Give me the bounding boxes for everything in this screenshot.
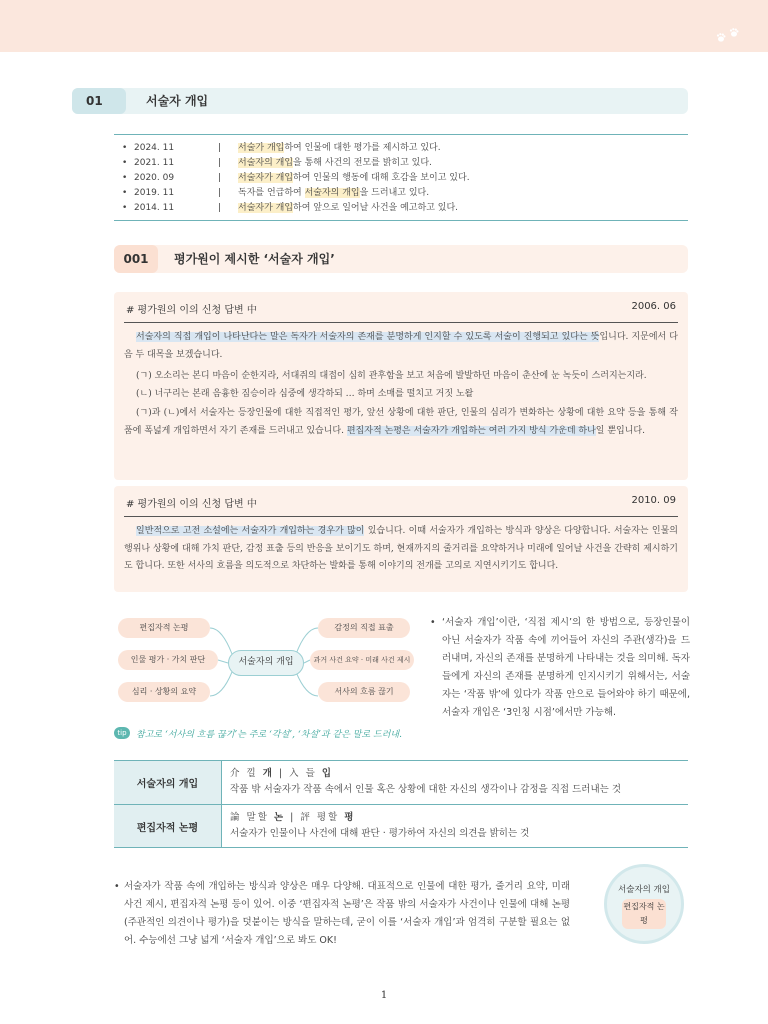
- answer-box-2006: [114, 292, 688, 480]
- history-rest: 하여 인물에 대한 평가를 제시하고 있다.: [284, 143, 441, 153]
- history-row: [122, 186, 688, 201]
- mindmap-node: 심리 · 상황의 요약: [118, 682, 210, 702]
- definition-term: 편집자적 논평: [114, 805, 222, 847]
- history-text: [238, 201, 458, 216]
- history-row: [122, 201, 688, 216]
- mindmap-node: 과거 사건 요약 · 미래 사건 제시: [310, 650, 414, 670]
- paragraph: [124, 405, 678, 440]
- section-number: 01: [72, 88, 126, 114]
- history-row: [122, 141, 688, 156]
- paragraph-rest: 있습니다. 이때 서술자가 개입하는 방식과 양상은 다양합니다. 서술자는 인물의 행위나 상황에 대해 가치 판단, 감정 표출 등의 반응을 보이기도 하며, 현재까지의 줄거리를 요약하거나 미래에 일어날 사건을 간략히 제시하기도 합니다. 또한 서사의 흐름을 의도적으로 차단하는 발화를 통해 이야기의 전개를 고의로 지연시키기도 합니다.: [124, 526, 678, 571]
- quote-item: (ㄴ) 너구리는 본래 음흉한 짐승이라 심중에 생각하되 … 하며 소매를 떨치고 거짓 노왈: [136, 388, 474, 399]
- definition-note: [430, 614, 690, 722]
- subsection-title: 평가원이 제시한 ‘서술자 개입’: [174, 252, 335, 266]
- mindmap-node: 인물 평가 · 가치 판단: [118, 650, 218, 670]
- history-rest: 을 드러내고 있다.: [359, 188, 430, 198]
- paragraph-rest: 입니다. 지문에서 다음 두 대목을 보겠습니다.: [124, 332, 678, 360]
- hanja-gloss: [230, 766, 621, 782]
- highlight: 서술자의 개입: [238, 158, 294, 168]
- history-text: [238, 141, 441, 156]
- mindmap-node: 감정의 직접 표출: [318, 618, 410, 638]
- history-row: [122, 156, 688, 171]
- highlight: 서술자가 개입: [238, 203, 294, 213]
- box-source: # 평가원의 이의 신청 답변 中: [126, 499, 257, 510]
- hanja-reading: 평: [344, 812, 356, 823]
- definition-body: [222, 805, 537, 847]
- definition-body: [222, 761, 629, 804]
- box-date: 2006. 06: [631, 301, 676, 312]
- mindmap-node: 서사의 흐름 끊기: [318, 682, 410, 702]
- highlight: 서술자가 개입: [238, 173, 294, 183]
- history-date: 2021. 11: [134, 158, 175, 168]
- separator: |: [218, 143, 222, 153]
- separator: |: [218, 173, 222, 183]
- box-header: [124, 300, 678, 323]
- summary-note: [114, 878, 570, 950]
- summary-note-text: 서술자가 작품 속에 개입하는 방식과 양상은 매우 다양해. 대표적으로 인물에 대한 평가, 줄거리 요약, 미래 사건 제시, 편집자적 논평 등이 있어. 이중 ‘편집자적 논평’은 작품 밖의 서술자가 사건이나 인물에 대해 논평(주관적인 의견이나 평가)을 덧붙이는 방식을 말하는데, 굳이 이를 ‘서술자 개입’과 엄격히 구분할 필요는 없어. 수능에선 그냥 넓게 ‘서술자 개입’으로 봐도 OK!: [124, 881, 570, 946]
- box-body: [124, 323, 678, 440]
- history-pre: 독자를 언급하여: [238, 188, 305, 198]
- paragraph: [124, 329, 678, 364]
- mindmap-center: 서술자의 개입: [228, 650, 304, 676]
- paw-prints-icon: [716, 26, 742, 46]
- section-title: 서술자 개입: [146, 94, 209, 108]
- box-header: [124, 494, 678, 517]
- hanja-reading: 개: [262, 768, 274, 779]
- top-banner: [0, 0, 768, 52]
- history-date: 2014. 11: [134, 203, 175, 213]
- history-text: [238, 171, 470, 186]
- definition-table: [114, 760, 688, 848]
- highlight: 서술자의 개입: [304, 188, 360, 198]
- hanja-part: 論 말할: [230, 812, 274, 823]
- definition-note-text: ‘서술자 개입’이란, ‘직접 제시’의 한 방법으로, 등장인물이 아닌 서술자가 작품 속에 끼어들어 자신의 주관(생각)을 드러내며, 자신의 존재를 분명하게 나타내는 것을 의미해. 독자들에게 자신의 존재를 분명하게 인지시키기 위해서는, 서술자는 ‘작품 밖’에 있다가 작품 안으로 들어와야 하기 때문에, 서술자 개입은 ‘3인칭 시점’에서만 가능해.: [442, 617, 690, 718]
- paragraph-pre: (ㄱ)과 (ㄴ)에서 서술자는 등장인물에 대한 직접적인 평가, 앞선 상황에 대한 판단, 인물의 심리가 변화하는 상황에 대한 요약 등을 통해 작품에 폭넓게 개입하면서 자기 존재를 드러내고 있습니다.: [124, 408, 678, 436]
- bullet: •: [430, 617, 436, 628]
- subsection-header: [114, 245, 688, 273]
- concept-badge: [604, 864, 684, 944]
- history-rest: 하여 앞으로 일어날 사건을 예고하고 있다.: [293, 203, 458, 213]
- separator: |: [218, 158, 222, 168]
- page-number: 1: [380, 990, 388, 1001]
- definition-row: [114, 761, 688, 804]
- answer-box-2010: [114, 486, 688, 592]
- quote-item: (ㄱ) 오소리는 본디 마음이 순한지라, 서대쥐의 대접이 심히 관후함을 보고 처음에 발발하던 마음이 춘산에 눈 녹듯이 스러지는지라.: [136, 371, 647, 381]
- definition-text: 서술자가 인물이나 사건에 대해 판단 · 평가하여 자신의 의견을 밝히는 것: [230, 828, 530, 839]
- box-body: [124, 517, 678, 576]
- history-row: [122, 171, 688, 186]
- highlight: 서술자의 직접 개입이 나타난다는 말은 독자가 서술자의 존재를 분명하게 인지할 수 있도록 서술이 진행되고 있다는 뜻: [136, 332, 600, 342]
- bullet: •: [114, 881, 120, 892]
- hanja-part: | 評 평할: [285, 812, 345, 823]
- history-text: [238, 186, 429, 201]
- history-rest: 을 통해 사건의 전모를 밝히고 있다.: [293, 158, 432, 168]
- hanja-part: 介 낄: [230, 768, 263, 779]
- tip-text: 참고로 ‘서사의 흐름 끊기’는 주로 ‘각설’, ‘차설’과 같은 말로 드러내.: [136, 729, 402, 740]
- section-header: [72, 88, 688, 114]
- paragraph-rest: 일 뿐입니다.: [595, 425, 645, 436]
- hanja-gloss: [230, 810, 529, 826]
- tip-badge: tip: [114, 727, 130, 739]
- mindmap-node: 편집자적 논평: [118, 618, 210, 638]
- box-source: # 평가원의 이의 신청 답변 中: [126, 305, 257, 316]
- concept-badge-inner: 편집자적 논평: [622, 899, 666, 929]
- highlight: 편집자적 논평은 서술자가 개입하는 여러 가지 방식 가운데 하나: [346, 425, 596, 436]
- box-date: 2010. 09: [631, 495, 676, 506]
- bullet: •: [122, 203, 128, 213]
- paragraph: [124, 523, 678, 576]
- history-rest: 하여 인물의 행동에 대해 호감을 보이고 있다.: [293, 173, 470, 183]
- concept-badge-title: 서술자의 개입: [618, 885, 670, 895]
- bullet: •: [122, 158, 128, 168]
- history-date: 2024. 11: [134, 143, 175, 153]
- history-text: [238, 156, 432, 171]
- exam-history-list: [114, 134, 688, 221]
- bullet: •: [122, 173, 128, 183]
- history-date: 2020. 09: [134, 173, 175, 183]
- subsection-number: 001: [114, 245, 158, 273]
- highlight: 일반적으로 고전 소설에는 서술자가 개입하는 경우가 많이: [136, 526, 365, 536]
- definition-term: 서술자의 개입: [114, 761, 222, 804]
- separator: |: [218, 188, 222, 198]
- mindmap-diagram: [114, 612, 414, 712]
- definition-text: 작품 밖 서술자가 작품 속에서 인물 혹은 상황에 대한 자신의 생각이나 감정을 직접 드러내는 것: [230, 784, 622, 795]
- history-date: 2019. 11: [134, 188, 175, 198]
- tip-note: [114, 724, 402, 742]
- bullet: •: [122, 143, 128, 153]
- hanja-part: | 入 들: [273, 768, 322, 779]
- definition-row: [114, 804, 688, 847]
- hanja-reading: 입: [321, 768, 334, 779]
- hanja-reading: 논: [273, 812, 286, 823]
- bullet: •: [122, 188, 128, 198]
- highlight: 서술가 개입: [238, 143, 285, 153]
- separator: |: [218, 203, 222, 213]
